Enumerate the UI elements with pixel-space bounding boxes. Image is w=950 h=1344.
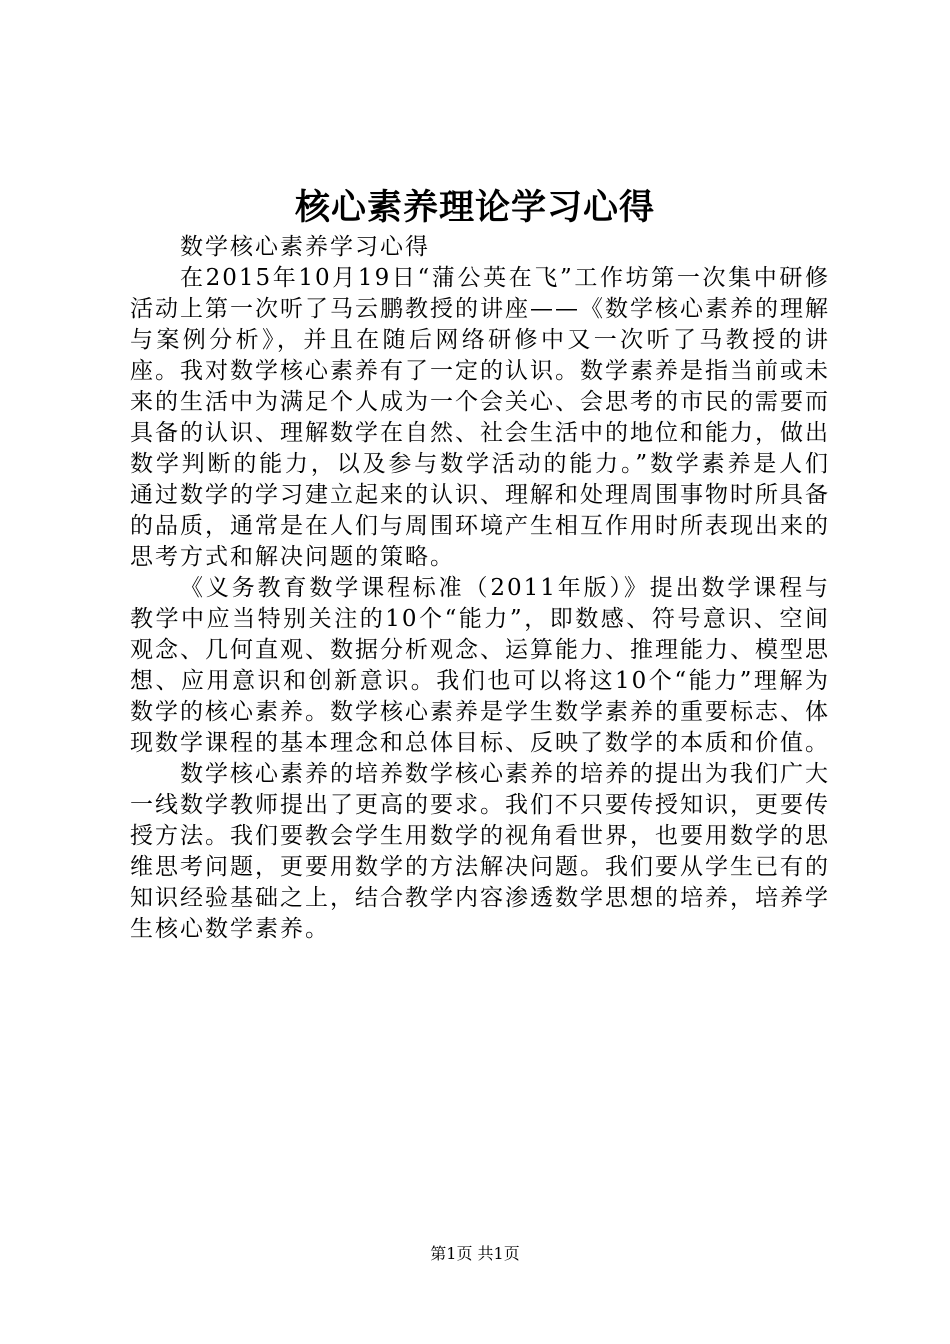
document-title: 核心素养理论学习心得: [294, 187, 655, 228]
paragraph-2: 《义务教育数学课程标准（2011年版）》提出数学课程与教学中应当特别关注的10个“能力”，即数感、符号意识、空间观念、几何直观、数据分析观念、运算能力、推理能力、模型思想、应用意识和创新意识。我们也可以将这10个“能力”理解为数学的核心素养。数学核心素养是学生数学素养的重要标志、体现数学课程的基本理念和总体目标、反映了数学的本质和价值。: [130, 575, 830, 756]
page-footer: 第1页 共1页: [430, 1244, 520, 1263]
paragraph-1: 在2015年10月19日“蒲公英在飞”工作坊第一次集中研修活动上第一次听了马云鹏教授的讲座——《数学核心素养的理解与案例分析》，并且在随后网络研修中又一次听了马教授的讲座。我对数学核心素养有了一定的认识。数学素养是指当前或未来的生活中为满足个人成为一个会关心、会思考的市民的需要而具备的认识、理解数学在自然、社会生活中的地位和能力，做出数学判断的能力，以及参与数学活动的能力。”数学素养是人们通过数学的学习建立起来的认识、理解和处理周围事物时所具备的品质，通常是在人们与周围环境产生相互作用时所表现出来的思考方式和解决问题的策略。: [130, 265, 830, 570]
paragraph-subtitle: 数学核心素养学习心得: [180, 234, 430, 260]
document-body: [130, 232, 830, 945]
paragraph-3: 数学核心素养的培养数学核心素养的培养的提出为我们广大一线数学教师提出了更高的要求。我们不只要传授知识，更要传授方法。我们要教会学生用数学的视角看世界，也要用数学的思维思考问题，更要用数学的方法解决问题。我们要从学生已有的知识经验基础之上，结合教学内容渗透数学思想的培养，培养学生核心数学素养。: [130, 761, 830, 942]
